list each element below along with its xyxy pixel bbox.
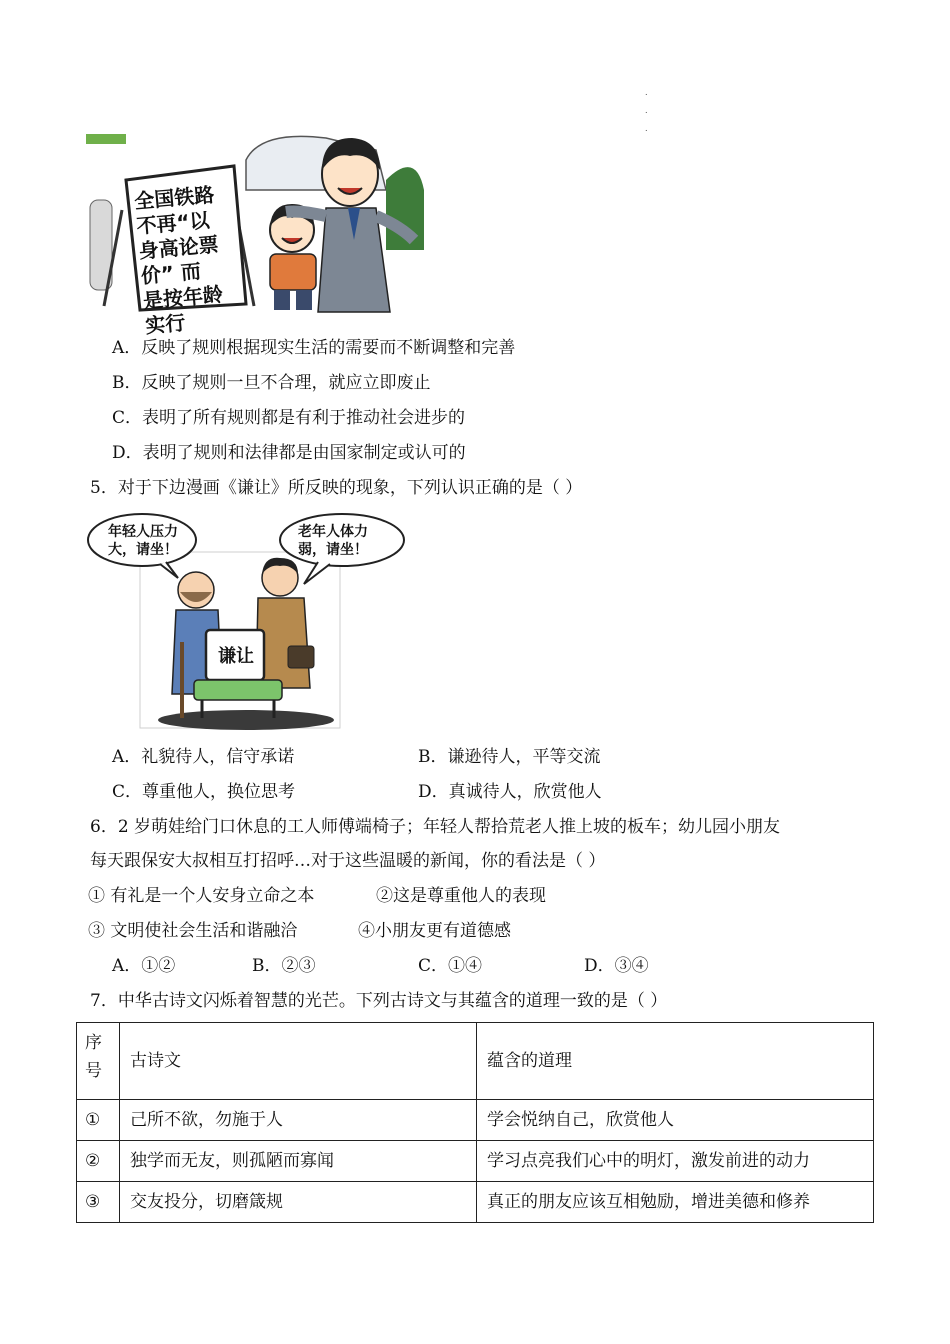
q6-option-d: D．③④ (584, 956, 649, 976)
q5-stem: 5．对于下边漫画《谦让》所反映的现象，下列认识正确的是（ ） (90, 478, 583, 498)
q6-statement-3: ③ 文明使社会生活和谐融洽 (88, 921, 298, 941)
sign-line: 身高论票 (137, 232, 220, 264)
grass-strip (86, 134, 126, 144)
q4-option-d: D．表明了规则和法律都是由国家制定或认可的 (112, 443, 466, 463)
header-cell-poem: 古诗文 (120, 1023, 477, 1100)
table-row: ② 独学而无友，则孤陋而寡闻 学习点亮我们心中的明灯，激发前进的动力 (77, 1141, 874, 1182)
q5-option-b: B．谦逊待人，平等交流 (418, 747, 601, 767)
q6-statement-2: ②这是尊重他人的表现 (376, 886, 546, 906)
q4-option-b: B．反映了规则一旦不合理，就应立即废止 (112, 373, 431, 393)
q6-stem-line-2: 每天跟保安大叔相互打招呼…对于这些温暖的新闻，你的看法是（ ） (90, 851, 606, 871)
header-cell-meaning: 蕴含的道理 (477, 1023, 874, 1100)
table-header-row (77, 1023, 874, 1100)
q5-option-d: D．真诚待人，欣赏他人 (418, 782, 602, 802)
header-marks: . . . (645, 88, 648, 133)
q5-option-a: A．礼貌待人，信守承诺 (112, 747, 295, 767)
q6-option-c: C．①④ (418, 956, 483, 976)
seat-label: 谦让 (218, 646, 254, 667)
sign-line: 实行 (144, 310, 187, 338)
svg-text:老年人体力: 老年人体力 (298, 524, 368, 540)
table-row: ③ 交友投分，切磨箴规 真正的朋友应该互相勉励，增进美德和修养 (77, 1182, 874, 1223)
sign-line: 是按年龄 (142, 282, 224, 313)
header-cell-index: 序号 (77, 1023, 120, 1100)
q6-option-b: B．②③ (252, 956, 316, 976)
q4-option-c: C．表明了所有规则都是有利于推动社会进步的 (112, 408, 466, 428)
q6-stem-line-1: 6．2 岁萌娃给门口休息的工人师傅端椅子；年轻人帮拾荒老人推上坡的板车；幼儿园小朋友 (90, 817, 781, 837)
q4-option-a: A．反映了规则根据现实生活的需要而不断调整和完善 (112, 338, 516, 358)
sign-line: 不再“以 (135, 207, 211, 239)
modesty-cartoon (86, 512, 412, 730)
q6-statement-1: ① 有礼是一个人安身立命之本 (88, 886, 315, 906)
svg-text:大，请坐！: 大，请坐！ (108, 542, 178, 558)
q6-option-a: A．①② (112, 956, 176, 976)
poem-table (76, 1022, 874, 1223)
sign-line: 价” 而 (139, 258, 202, 289)
table-row: ① 己所不欲，勿施于人 学会悦纳自己，欣赏他人 (77, 1100, 874, 1141)
q6-statement-4: ④小朋友更有道德感 (358, 921, 511, 941)
svg-text:年轻人压力: 年轻人压力 (108, 524, 178, 540)
ground-shadow (158, 710, 334, 730)
q5-option-c: C．尊重他人，换位思考 (112, 782, 296, 802)
sign-line: 全国铁路 (133, 182, 216, 214)
railway-ticket-cartoon (86, 130, 424, 338)
svg-text:弱，请坐！: 弱，请坐！ (298, 542, 368, 558)
q7-stem: 7．中华古诗文闪烁着智慧的光芒。下列古诗文与其蕴含的道理一致的是（ ） (90, 991, 668, 1011)
